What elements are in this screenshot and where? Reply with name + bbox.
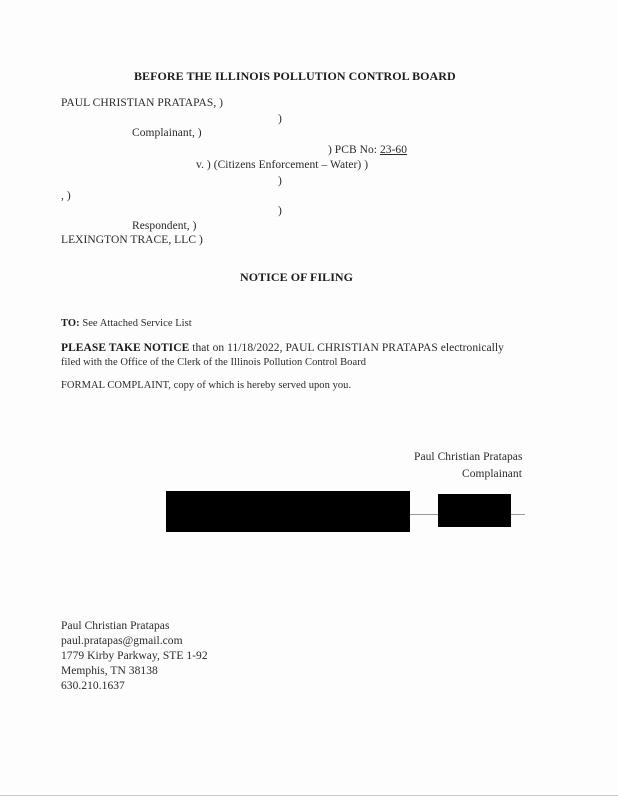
notice-heading: NOTICE OF FILING [240, 270, 354, 284]
redacted-date [438, 494, 511, 527]
complainant-name: PAUL CHRISTIAN PRATAPAS, ) [61, 97, 224, 109]
contact-address: 1779 Kirby Parkway, STE 1-92 [61, 650, 208, 662]
respondent-placeholder: , ) [61, 190, 71, 202]
redacted-signature [166, 491, 410, 532]
signature-line [410, 514, 438, 515]
contact-phone: 630.210.1637 [61, 680, 125, 692]
case-number: ) PCB No: 23-60 [328, 144, 408, 156]
to-line: TO: See Attached Service List [61, 318, 192, 329]
caption-paren: ) [278, 113, 282, 125]
caption-paren: ) [278, 175, 282, 187]
notice-paragraph-line2: filed with the Office of the Clerk of the Illinois Pollution Control Board [61, 357, 367, 368]
signer-name: Paul Christian Pratapas [414, 451, 523, 463]
contact-email: paul.pratapas@gmail.com [61, 635, 183, 647]
signature-line [511, 514, 525, 515]
contact-city: Memphis, TN 38138 [61, 665, 158, 677]
notice-paragraph-line3: FORMAL COMPLAINT, copy of which is hereby served upon you. [61, 380, 352, 391]
signer-role: Complainant [462, 468, 522, 480]
caption-paren: ) [278, 205, 282, 217]
notice-paragraph-line1: PLEASE TAKE NOTICE that on 11/18/2022, PAUL CHRISTIAN PRATAPAS electronically [61, 342, 504, 354]
case-type: v. ) (Citizens Enforcement – Water) ) [196, 159, 369, 171]
contact-name: Paul Christian Pratapas [61, 620, 170, 632]
page-edge [0, 795, 618, 796]
respondent-role: Respondent, ) [132, 220, 197, 232]
respondent-name: LEXINGTON TRACE, LLC ) [61, 234, 203, 246]
board-heading: BEFORE THE ILLINOIS POLLUTION CONTROL BOARD [134, 69, 456, 83]
complainant-role: Complainant, ) [132, 127, 202, 139]
